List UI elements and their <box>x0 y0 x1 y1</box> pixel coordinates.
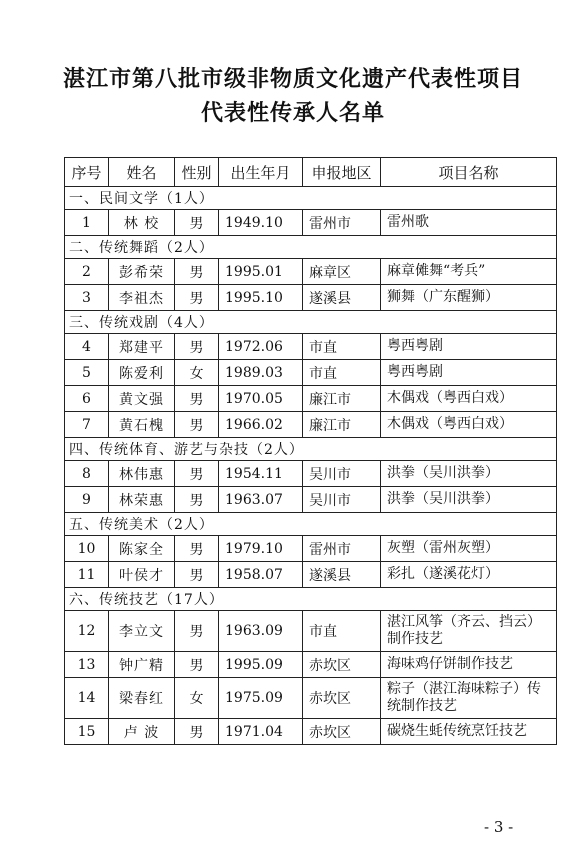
cell-area: 廉江市 <box>303 412 381 438</box>
cell-area: 吴川市 <box>303 461 381 487</box>
section-label: 五、传统美术（2人） <box>65 513 557 536</box>
section-row <box>65 513 557 536</box>
cell-no: 5 <box>65 360 109 386</box>
cell-name: 叶侯才 <box>109 562 175 588</box>
cell-birth: 1995.10 <box>219 285 303 311</box>
cell-area: 雷州市 <box>303 210 381 236</box>
cell-sex: 男 <box>175 334 219 360</box>
cell-no: 8 <box>65 461 109 487</box>
cell-no: 10 <box>65 536 109 562</box>
cell-name: 陈爱利 <box>109 360 175 386</box>
header-cell-project: 项目名称 <box>381 158 557 187</box>
cell-no: 14 <box>65 678 109 719</box>
cell-sex: 男 <box>175 412 219 438</box>
cell-project: 彩扎（遂溪花灯） <box>381 562 557 588</box>
cell-name: 李祖杰 <box>109 285 175 311</box>
cell-birth: 1966.02 <box>219 412 303 438</box>
cell-sex: 男 <box>175 487 219 513</box>
section-row <box>65 311 557 334</box>
cell-no: 3 <box>65 285 109 311</box>
cell-area: 赤坎区 <box>303 652 381 678</box>
cell-area: 麻章区 <box>303 259 381 285</box>
cell-name: 黄文强 <box>109 386 175 412</box>
cell-area: 赤坎区 <box>303 719 381 745</box>
table-row <box>65 334 557 360</box>
cell-area: 赤坎区 <box>303 678 381 719</box>
section-label: 四、传统体育、游艺与杂技（2人） <box>65 438 557 461</box>
cell-name: 钟广精 <box>109 652 175 678</box>
cell-project: 湛江风筝（齐云、挡云）制作技艺 <box>381 611 557 652</box>
header-cell-area: 申报地区 <box>303 158 381 187</box>
cell-birth: 1995.09 <box>219 652 303 678</box>
cell-area: 遂溪县 <box>303 285 381 311</box>
document-title-line2: 代表性传承人名单 <box>200 101 385 126</box>
cell-project: 海味鸡仔饼制作技艺 <box>381 652 557 678</box>
table-row <box>65 719 557 745</box>
cell-project: 木偶戏（粤西白戏） <box>381 412 557 438</box>
cell-no: 6 <box>65 386 109 412</box>
document-title-line1: 湛江市第八批市级非物质文化遗产代表性项目 <box>62 67 523 92</box>
cell-birth: 1972.06 <box>219 334 303 360</box>
table-body <box>65 187 557 745</box>
cell-no: 4 <box>65 334 109 360</box>
table-row <box>65 360 557 386</box>
header-cell-sex: 性别 <box>175 158 219 187</box>
cell-project: 雷州歌 <box>381 210 557 236</box>
cell-birth: 1954.11 <box>219 461 303 487</box>
cell-project: 碳烧生蚝传统烹饪技艺 <box>381 719 557 745</box>
cell-area: 廉江市 <box>303 386 381 412</box>
cell-name: 李立文 <box>109 611 175 652</box>
cell-area: 吴川市 <box>303 487 381 513</box>
table-row <box>65 259 557 285</box>
table-row <box>65 536 557 562</box>
heritage-inheritor-table <box>64 157 557 745</box>
cell-birth: 1975.09 <box>219 678 303 719</box>
page-number: - 3 - <box>484 818 514 836</box>
cell-name: 卢 波 <box>109 719 175 745</box>
table-header-row <box>65 158 557 187</box>
cell-name: 林 校 <box>109 210 175 236</box>
table-row <box>65 562 557 588</box>
cell-name: 黄石槐 <box>109 412 175 438</box>
cell-birth: 1995.01 <box>219 259 303 285</box>
cell-no: 13 <box>65 652 109 678</box>
cell-sex: 女 <box>175 678 219 719</box>
cell-sex: 男 <box>175 562 219 588</box>
cell-area: 雷州市 <box>303 536 381 562</box>
section-row <box>65 438 557 461</box>
cell-name: 郑建平 <box>109 334 175 360</box>
cell-sex: 男 <box>175 386 219 412</box>
section-row <box>65 187 557 210</box>
cell-birth: 1971.04 <box>219 719 303 745</box>
cell-name: 林荣惠 <box>109 487 175 513</box>
section-label: 三、传统戏剧（4人） <box>65 311 557 334</box>
header-cell-name: 姓名 <box>109 158 175 187</box>
table-row <box>65 487 557 513</box>
cell-no: 7 <box>65 412 109 438</box>
cell-area: 市直 <box>303 334 381 360</box>
cell-sex: 男 <box>175 611 219 652</box>
cell-project: 粤西粤剧 <box>381 360 557 386</box>
cell-project: 洪拳（吴川洪拳） <box>381 487 557 513</box>
cell-birth: 1970.05 <box>219 386 303 412</box>
section-label: 六、传统技艺（17人） <box>65 588 557 611</box>
cell-birth: 1958.07 <box>219 562 303 588</box>
cell-project: 灰塑（雷州灰塑） <box>381 536 557 562</box>
cell-name: 彭希荣 <box>109 259 175 285</box>
header-cell-no: 序号 <box>65 158 109 187</box>
table-row <box>65 386 557 412</box>
cell-sex: 男 <box>175 536 219 562</box>
table-row <box>65 461 557 487</box>
cell-project: 麻章傩舞“考兵” <box>381 259 557 285</box>
cell-name: 林伟惠 <box>109 461 175 487</box>
table-row <box>65 412 557 438</box>
section-row <box>65 236 557 259</box>
cell-no: 11 <box>65 562 109 588</box>
cell-birth: 1963.07 <box>219 487 303 513</box>
cell-no: 1 <box>65 210 109 236</box>
cell-name: 陈家全 <box>109 536 175 562</box>
section-row <box>65 588 557 611</box>
cell-sex: 男 <box>175 259 219 285</box>
cell-no: 9 <box>65 487 109 513</box>
table-row <box>65 611 557 652</box>
cell-project: 粤西粤剧 <box>381 334 557 360</box>
cell-area: 市直 <box>303 611 381 652</box>
cell-sex: 男 <box>175 285 219 311</box>
cell-birth: 1989.03 <box>219 360 303 386</box>
cell-no: 2 <box>65 259 109 285</box>
table-row <box>65 285 557 311</box>
cell-no: 12 <box>65 611 109 652</box>
cell-project: 木偶戏（粤西白戏） <box>381 386 557 412</box>
section-label: 一、民间文学（1人） <box>65 187 557 210</box>
cell-sex: 男 <box>175 652 219 678</box>
header-cell-birth: 出生年月 <box>219 158 303 187</box>
table-row <box>65 652 557 678</box>
cell-project: 粽子（湛江海味粽子）传统制作技艺 <box>381 678 557 719</box>
cell-area: 遂溪县 <box>303 562 381 588</box>
table-row <box>65 678 557 719</box>
cell-project: 洪拳（吴川洪拳） <box>381 461 557 487</box>
cell-sex: 男 <box>175 461 219 487</box>
cell-area: 市直 <box>303 360 381 386</box>
section-label: 二、传统舞蹈（2人） <box>65 236 557 259</box>
table-row <box>65 210 557 236</box>
cell-project: 狮舞（广东醒狮） <box>381 285 557 311</box>
cell-sex: 女 <box>175 360 219 386</box>
cell-sex: 男 <box>175 719 219 745</box>
cell-birth: 1979.10 <box>219 536 303 562</box>
cell-birth: 1949.10 <box>219 210 303 236</box>
cell-no: 15 <box>65 719 109 745</box>
cell-sex: 男 <box>175 210 219 236</box>
cell-name: 梁春红 <box>109 678 175 719</box>
cell-birth: 1963.09 <box>219 611 303 652</box>
